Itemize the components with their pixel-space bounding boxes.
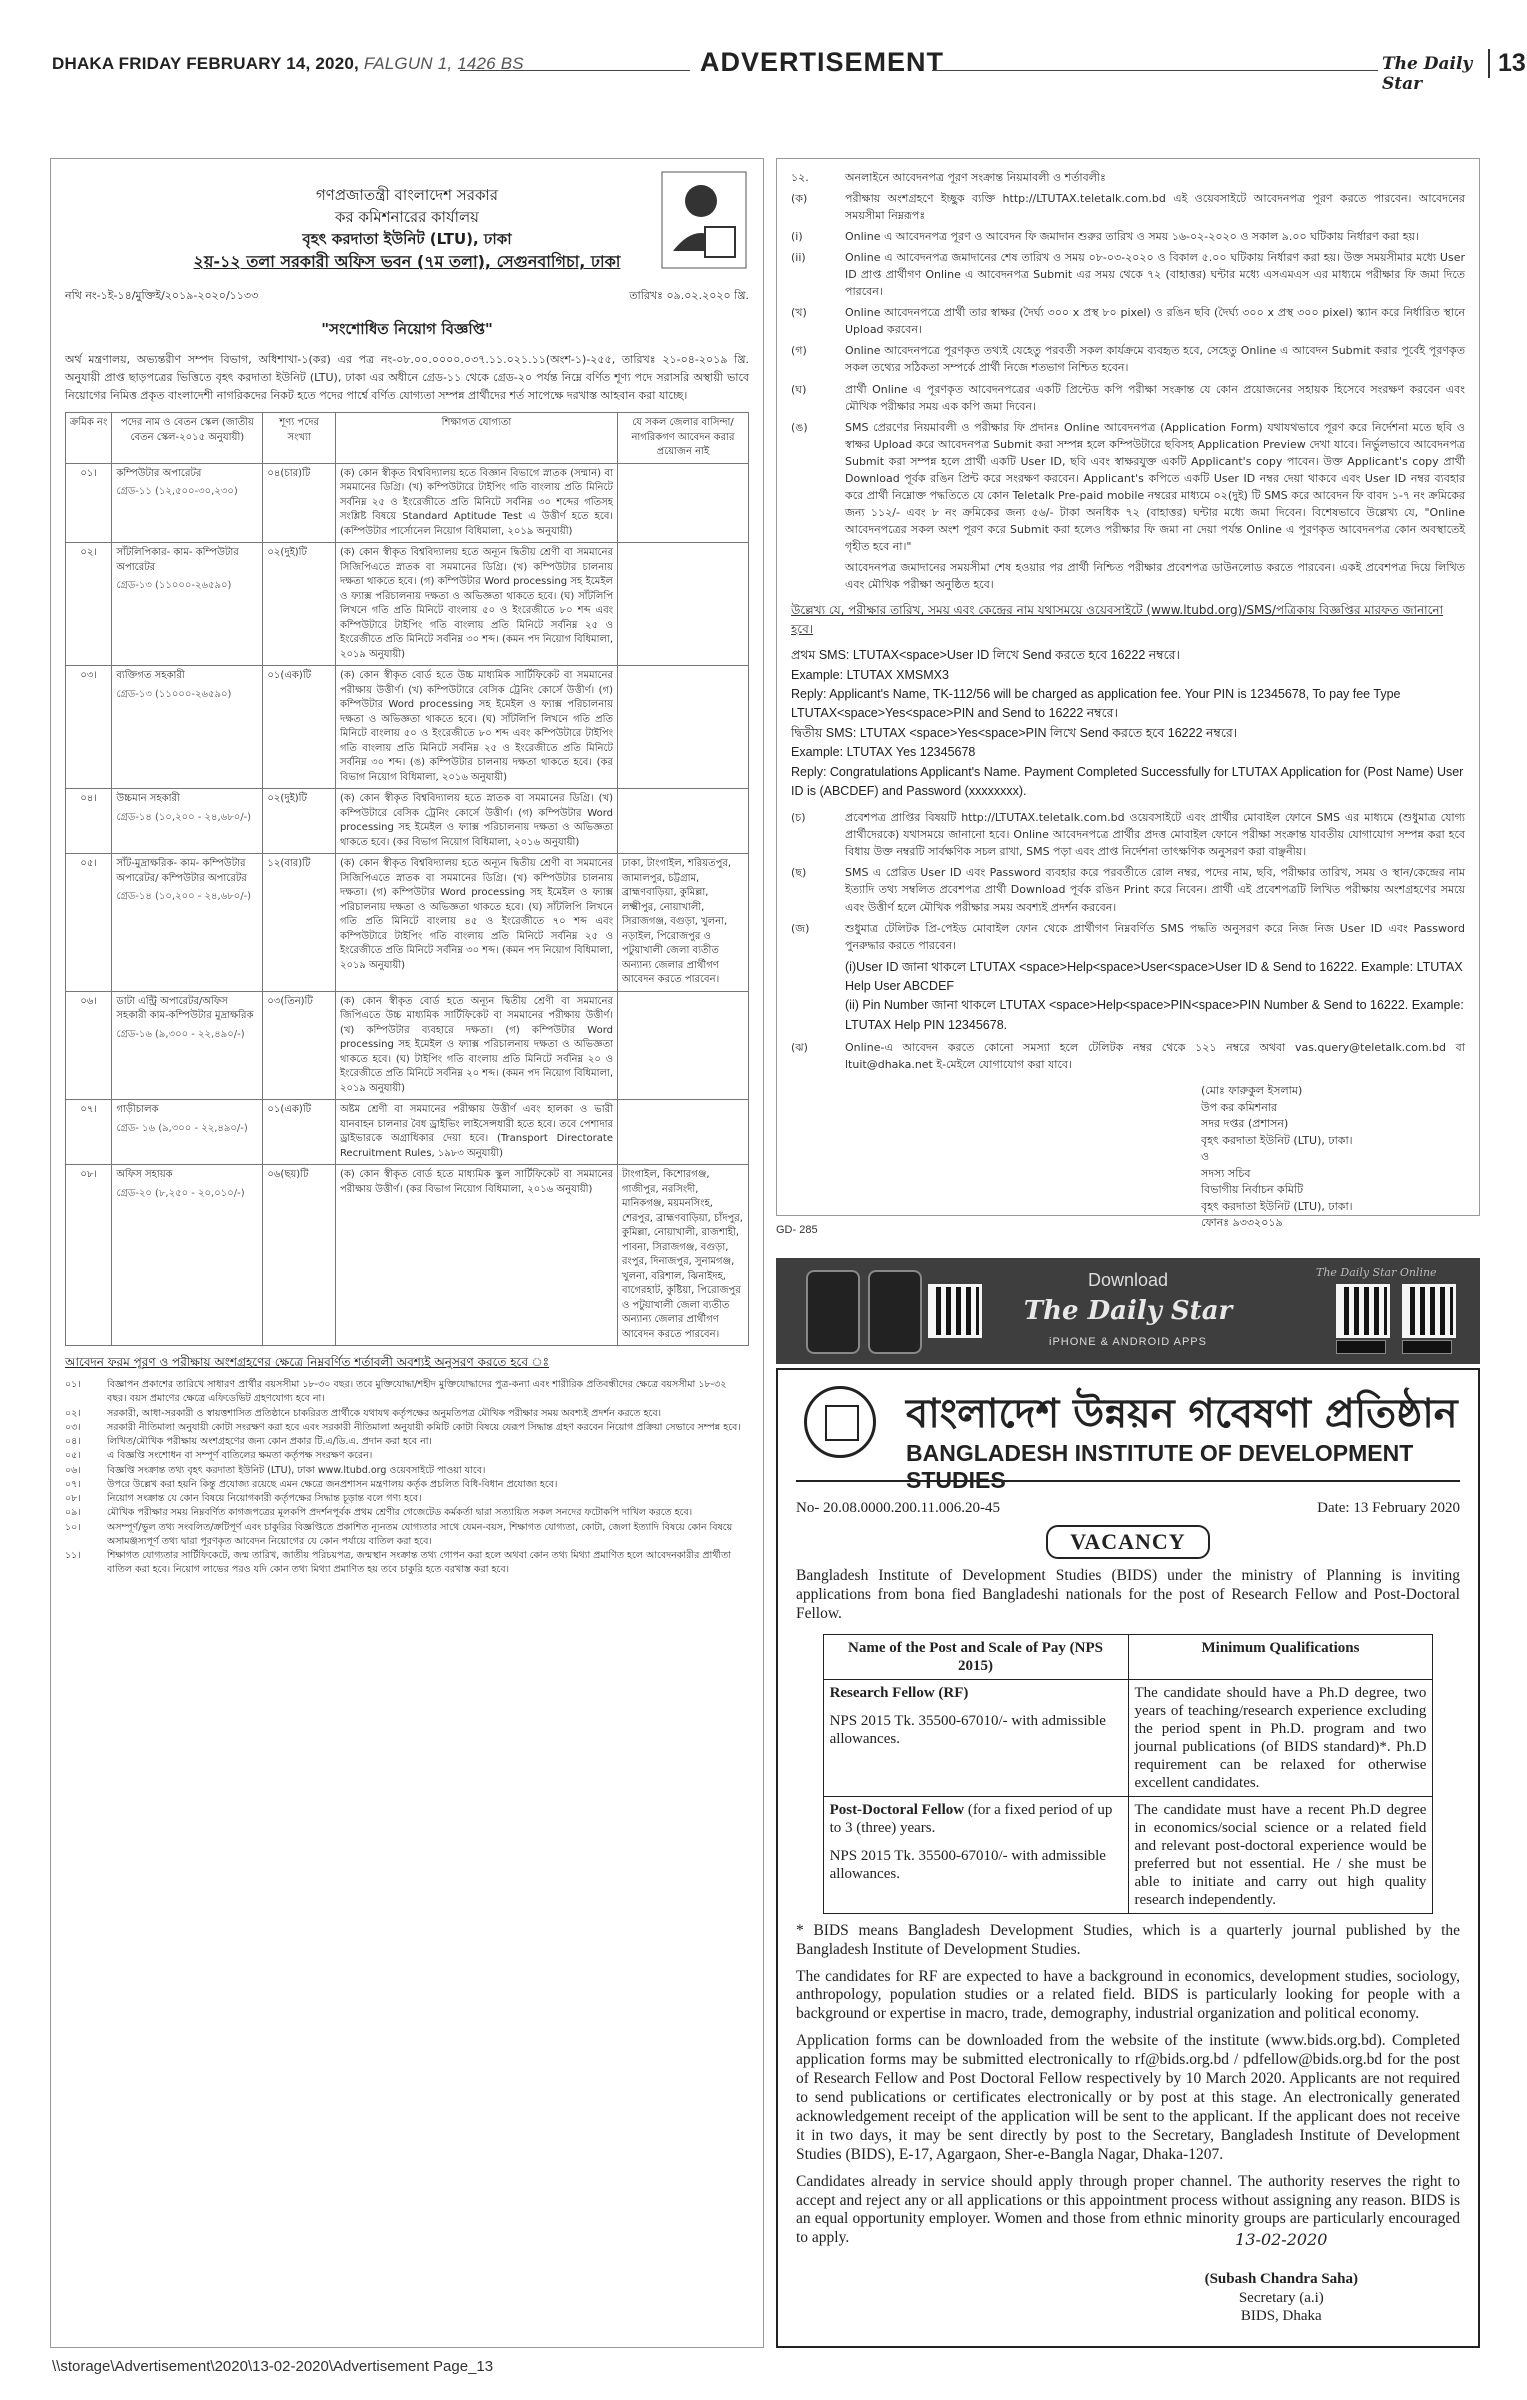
term-number: ০৬।	[65, 1464, 81, 1476]
post-cell	[112, 463, 263, 543]
bids-signature	[1205, 2230, 1358, 2326]
pay-scale: NPS 2015 Tk. 35500-67010/- with admissible allowances.	[829, 1712, 1106, 1747]
post-name: উচ্চমান সহকারী	[116, 793, 180, 805]
term-text: নিয়োগ সংক্রান্ত যে কোন বিষয়ে নিয়োগকারী কর্তৃপক্ষের সিদ্ধান্ত চূড়ান্ত বলে গণ্য হবে।	[107, 1493, 422, 1505]
serial-cell: ০৭।	[66, 1100, 112, 1165]
qualification-cell: (ক) কোন স্বীকৃত বোর্ড হতে উচ্চ মাধ্যমিক সার্টিফিকেট বা সমমানের পরীক্ষায় উত্তীর্ণ। (খ) কম্পিউটারে বেসিক ট্রেনিং কোর্সে উত্তীর্ণ। (গ) কম্পিউটার Word processing সহ ইমেইল ও ফ্যাক্স পরিচালনায় দক্ষতা ও অভিজ্ঞতা থাকতে হবে। (ঘ) সাঁটলিপি লিখনে গতি প্রতি মিনিটে বাংলায় ৫০ ও ইংরেজীতে ৮০ শব্দ এবং কম্পিউটারে টাইপিং গতি বাংলায় প্রতি মিনিটে সর্বনিম্ন ২৫ ও ইংরেজীতে প্রতি মিনিটে সর্বনিম্ন ৩০ শব্দ। (ঙ) কম্পিউটার চালনায় দক্ষতা থাকতে হবে। (কর বিভাগ নিয়োগ বিধিমালা, ২০১৬ অনুযায়ী)	[335, 666, 617, 789]
signatory-name: (Subash Chandra Saha)	[1204, 2270, 1358, 2287]
vacancy-count: ১২(বার)টি	[263, 854, 336, 992]
pay-grade: গ্রেড-১৪ (১০,২০০ - ২৪,৬৮০/-)	[116, 811, 252, 823]
list-item	[65, 1378, 749, 1407]
term-text: বিজ্ঞপ্তি সংক্রান্ত তথ্য বৃহৎ করদাতা ইউনিট (LTU), ঢাকা www.ltubd.org ওয়েবসাইটে পাওয়া যাবে।	[107, 1464, 486, 1476]
signature-line: সদস্য সচিব	[1201, 1166, 1251, 1180]
item-number: ১২.	[791, 171, 809, 184]
serial-cell: ০২।	[66, 543, 112, 666]
qualification-cell: (ক) কোন স্বীকৃত বিশ্ববিদ্যালয় হতে বিজ্ঞান বিভাগে স্নাতক (সম্মান) বা সমমানের ডিগ্রি। (খ) কম্পিউটারে টাইপিং গতি বাংলায় প্রতি মিনিটে সর্বনিম্ন ২৫ ও ইংরেজীতে প্রতি মিনিটে সর্বনিম্ন ৩০ শব্দের গতিসহ সংশ্লিষ্ট বিষয়ে Standard Aptitude Test এ উত্তীর্ণ হতে হবে। (কম্পিউটার পার্সোনেল নিয়োগ বিধিমালা, ২০১৯ অনুযায়ী)	[335, 463, 617, 543]
term-text: লিখিত/মৌখিক পরীক্ষায় অংশগ্রহণের জন্য কোন প্রকার টি.এ/ডি.এ. প্রদান করা হবে না।	[107, 1436, 432, 1448]
signatory-org: BIDS, Dhaka	[1240, 2308, 1322, 2325]
vacancy-count: ০১(এক)টি	[263, 666, 336, 789]
item-text: অনলাইনে আবেদনপত্র পূরণ সংক্রান্ত নিয়মাবলী ও শর্তাবলীঃ	[845, 171, 1106, 184]
bids-posts-body	[823, 1679, 1433, 1913]
table-row	[66, 463, 749, 543]
col-header: Name of the Post and Scale of Pay (NPS 2015)	[823, 1634, 1128, 1679]
post-cell	[112, 1165, 263, 1346]
col-header: পদের নাম ও বেতন স্কেল (জাতীয় বেতন স্কেল-২০১৫ অনুযায়ী)	[112, 413, 263, 464]
district-cell: ঢাকা, টাংগাইল, শরিয়তপুর, জামালপুর, চট্টগ্রাম, ব্রাহ্মণবাড়িয়া, কুমিল্লা, লক্ষ্মীপুর, নোয়াখালী, সিরাজগঞ্জ, বগুড়া, খুলনা, নড়াইল, পিরোজপুর ও পটুয়াখালী জেলা ব্যতীত অন্যান্য জেলার প্রার্থীগণ আবেদন করতে পারবেন।	[618, 854, 749, 992]
item-text: পরীক্ষায় অংশগ্রহণে ইচ্ছুক ব্যক্তি http://LTUTAX.teletalk.com.bd এই ওয়েবসাইটে আবেদনপত্র পূরণ করতে পারবেন। আবেদনের সময়সীমা নিম্নরূপঃ	[845, 192, 1465, 223]
govt-heading: গণপ্রজাতন্ত্রী বাংলাদেশ সরকার	[315, 186, 499, 204]
page-number: 13	[1488, 49, 1526, 78]
terms-list	[65, 1378, 749, 1578]
serial-cell: ০৪।	[66, 789, 112, 854]
posts-table	[65, 412, 749, 1346]
item-number: (চ)	[791, 811, 806, 825]
list-item	[791, 381, 1465, 415]
signature-block	[1201, 1083, 1465, 1232]
qualification-cell: The candidate must have a recent Ph.D degree in economics/social science or a related field and relevant post-doctoral experience would be preferred but not essential. He / she must be able to initiate and carry out high quality research independently.	[1128, 1796, 1433, 1913]
item-text: Online এ আবেদনপত্র জমাদানের শেষ তারিখ ও সময় ০৮-০৩-২০২০ ও বিকাল ৫.০০ ঘটিকায় নির্ধারণ করা হয়। উক্ত সময়সীমার মধ্যে User ID প্রাপ্ত প্রার্থীগণ Online এ আবেদনপত্র Submit এর সময় থেকে ৭২ (বাহাত্তর) ঘন্টার মধ্যে এসএমএস এর মাধ্যমে পরীক্ষার ফি জমা দিতে পারবেন।	[845, 251, 1465, 299]
table-row	[823, 1679, 1433, 1796]
district-cell	[618, 1100, 749, 1165]
bids-apply-paragraph: Application forms can be downloaded from the website of the institute (www.bids.org.bd). Completed application forms may be submitted electronically to rf@bids.org.bd / pdfellow@bids.org.bd for the post of Research Fellow and Post Doctoral Fellow respectively by 10 March 2020. Applicants are not required to send publications or certificates electronically or by post at this stage. An electronically generated acknowledgement receipt of the application will be sent to the applicant. If the applicant does not receive it in two days, it may be sent directly by post to the Secretary, Bangladesh Institute of Development Studies (BIDS), E-17, Agargaon, Sher-e-Bangla Nagar, Dhaka-1207.	[796, 2032, 1460, 2163]
list-item	[791, 342, 1465, 376]
post-cell	[112, 666, 263, 789]
table-row	[66, 1165, 749, 1346]
pay-grade: গ্রেড-১৬ (৯,৩০০ - ২২,৪৯০/-)	[116, 1028, 245, 1040]
apps-label: iPHONE & ANDROID APPS	[1049, 1336, 1207, 1348]
term-number: ০৯।	[65, 1507, 81, 1519]
post-name: সাঁটলিপিকার- কাম- কম্পিউটার অপারেটর	[116, 547, 239, 573]
term-text: অসম্পূর্ণ/ভুল তথ্য সংবলিত/ক্রটিপূর্ণ এবং চাকুরির বিজ্ঞপ্তিতে প্রকাশিত ন্যূনতম যোগ্যতার সাথে যেমন-বয়স, শিক্ষাগত যোগ্যতা, কোটা, জেলা ইত্যাদি বিষয়ে কোন বিষয়ে অসামঞ্জস্যপূর্ণ তথ্য দ্বারা পূরণকৃত আবেদন নিয়োগের যে কোন পর্যায়ে বাতিল করা হবে।	[107, 1521, 733, 1547]
term-text: উপরে উল্লেখ করা হয়নি কিন্তু প্রযোজ্য রয়েছে এমন ক্ষেত্রে জনপ্রশাসন মন্ত্রণালয় কর্তৃক প্রচলিত বিধি-বিধান প্রযোজ্য হবে।	[107, 1478, 558, 1490]
table-header-row	[823, 1634, 1433, 1679]
item-text: Online আবেদনপত্রে পূরণকৃত তথ্যই যেহেতু পরবর্তী সকল কার্যক্রমে ব্যবহৃত হবে, সেহেতু Online এ আবেদন Submit করার পূর্বেই পূরণকৃত সকল তথ্যের সঠিকতা সম্পর্কে প্রার্থী নিজে শতভাগ নিশ্চিত হবেন।	[845, 344, 1465, 375]
pay-grade: গ্রেড- ১৬ (৯,৩০০ - ২২,৪৯০/-)	[116, 1122, 248, 1134]
pay-grade: গ্রেড-১৪ (১০,২০০ - ২৪,৬৮০/-)	[116, 891, 252, 903]
sms-line: দ্বিতীয় SMS: LTUTAX <space>Yes<space>PIN লিখে Send করতে হবে 16222 নম্বরে।	[791, 725, 1238, 740]
term-text: সরকারী নীতিমালা অনুযায়ী কোটা সংরক্ষণ করা হবে এবং সরকারী নীতিমালা অনুযায়ী কমিটি কোটা বিষয়ে যেরূপ সিদ্ধান্ত গ্রহণ করবেন নিয়োগ প্রক্রিয়া সেভাবে সম্পন্ন হবে।	[107, 1421, 741, 1433]
signature-line: ফোনঃ ৯৩৩২০১৯	[1201, 1216, 1283, 1230]
item-number: (i)	[791, 230, 803, 244]
bids-service-paragraph: Candidates already in service should apply through proper channel. The authority reserves the right to accept and reject any or all applications or this appointment process without assigning any reason. BIDS is an equal opportunity employer. Women and those from ethnic minority groups are particularly encouraged to apply.	[796, 2172, 1460, 2247]
serial-cell: ০৬।	[66, 991, 112, 1100]
term-text: সরকারী, আধা-সরকারী ও স্বায়ত্তশাসিত প্রতিষ্ঠানে চাকরিরত প্রার্থীকে যথাযথ কর্তৃপক্ষের অনুমতিপত্র মৌখিক পরীক্ষার সময় অবশ্যই প্রদর্শন করতে হবে।	[107, 1407, 662, 1419]
list-item	[791, 249, 1465, 300]
term-text: বিজ্ঞাপন প্রকাশের তারিখে সাধারণ প্রার্থীর বয়সসীমা ১৮-৩০ বছর। তবে মুক্তিযোদ্ধা/শহীদ মুক্তিযোদ্ধাদের পুত্র-কন্যা এবং শারীরিক প্রতিবন্ধীদের ক্ষেত্রে বয়সসীমা ১৮-৩২ বছর। বয়স প্রমাণের ক্ষেত্রে এফিডেভিট গ্রহণযোগ্য হবে না।	[107, 1379, 727, 1405]
term-text: শিক্ষাগত যোগ্যতার সার্টিফিকেটে, জন্ম তারিখ, জাতীয় পরিচয়পত্র, জন্মস্থান সংক্রান্ত তথ্য গোপন করা হলে অথবা কোন তথ্য মিথ্যা প্রমাণিত হলে আবেদনকারীর প্রার্থীতা বাতিল করা হবে। নিয়োগ লাভের পরও যদি কোন তথ্য মিথ্যা প্রমাণিত হয় তবে চাকুরি হতে বরখাস্ত করা হবে।	[107, 1550, 731, 1576]
download-label: Download	[1087, 1270, 1169, 1290]
table-row	[66, 789, 749, 854]
sms-line: Reply: Applicant's Name, TK-112/56 will be charged as application fee. Your PIN is 12345678, To pay fee Type LTUTAX<space>Yes<space>PIN and Send to 16222 নম্বরে।	[791, 687, 1401, 721]
signature-date: 13-02-2020	[1235, 2229, 1328, 2249]
qualification-cell: The candidate should have a Ph.D degree, two years of teaching/research experience excluding the period spent in Ph.D. program and two journal publications (of BIDS standard)*. Ph.D requirement can be relaxed for otherwise excellent candidates.	[1128, 1679, 1433, 1796]
bids-posts-table	[823, 1634, 1434, 1914]
list-item	[65, 1521, 749, 1550]
item-text: Online এ আবেদনপত্র পূরণ ও আবেদন ফি জমাদান শুরুর তারিখ ও সময় ১৬-০২-২০২০ ও সকাল ৯.০০ ঘটিকায় নির্ধারণ করা হয়।	[845, 230, 1419, 244]
website-note: উল্লেখ্য যে, পরীক্ষার তারিখ, সময় এবং কেন্দ্রের নাম যথাসময়ে ওয়েবসাইটে (www.ltubd.org)/SMS/পত্রিকায় বিজ্ঞপ্তির মারফত জানানো হবে।	[791, 603, 1444, 636]
list-item	[65, 1478, 749, 1492]
sms-line: Example: LTUTAX XMSMX3	[791, 667, 949, 682]
list-item	[791, 304, 1465, 338]
app-store-icon[interactable]	[1336, 1340, 1386, 1354]
item-number: (ii)	[791, 251, 806, 265]
post-name: Research Fellow (RF)	[829, 1684, 969, 1701]
bids-header	[796, 1386, 1460, 1493]
item-text: SMS প্রেরণের নিয়মাবলী ও পরীক্ষার ফি প্রদানঃ Online আবেদনপত্র (Application Form) যথাযথভাবে পূরণ করে নির্দেশনা মতে ছবি ও স্বাক্ষর Upload করে আবেদনপত্র Submit করা সম্পন্ন হলে কম্পিউটারে ছবিসহ Application Preview দেখা যাবে। নির্ভুলভাবে আবেদনপত্র Submit করা সম্পন্ন হলে প্রার্থী একটি User ID, ছবি এবং স্বাক্ষরযুক্ত একটি Applicant's copy পাবেন। উক্ত Applicant's copy প্রার্থী Download পূর্বক রঙিন প্রিন্ট করে সংরক্ষণ করবেন। Applicant's কপিতে একটি User ID নম্বর দেয়া থাকবে এবং User ID নম্বর ব্যবহার করে প্রার্থী নিম্নোক্ত পদ্ধতিতে যে কোন Teletalk Pre-paid mobile নম্বরের মাধ্যমে ০২(দুই) টি SMS করে আবেদন ফি বাবদ ১-৭ নং ক্রমিকের জন্য ১১২/- এবং ৮ নং ক্রমিকের জন্য ৫৬/- টাকা অনধিক ৭২ (বাহাত্তর) ঘন্টার মধ্যে জমা দিবেন। বিশেষভাবে উল্লেখ্য যে, "Online আবেদনপত্রের সকল অংশ পূরণ করে Submit করা হলেও পরীক্ষার ফি জমা না দেয়া পর্যন্ত Online এ পূরণকৃত আবেদনপত্র কোন অবস্থাতেই গৃহীত হবে না।"	[845, 420, 1465, 553]
portrait-emblem-icon	[661, 171, 747, 269]
gd-number: GD- 285	[776, 1224, 818, 1236]
table-row	[66, 543, 749, 666]
district-cell	[618, 666, 749, 789]
recovery-instructions	[845, 958, 1465, 1036]
col-header: শূণ্য পদের সংখ্যা	[263, 413, 336, 464]
memo-number: নথি নং-১ই-১৪/মুক্তিই/২০১৯-২০২০/১১৩৩	[65, 289, 259, 303]
signature-line: (মোঃ ফারুকুল ইসলাম)	[1201, 1084, 1303, 1098]
list-item	[65, 1506, 749, 1520]
item-number: (গ)	[791, 344, 807, 358]
list-item	[65, 1549, 749, 1578]
post-name: গাড়ীচালক	[116, 1104, 159, 1116]
vacancy-count: ০৩(তিন)টি	[263, 991, 336, 1100]
terms-title: আবেদন ফরম পূরণ ও পরীক্ষায় অংশগ্রহণের ক্ষেত্রে নিম্নবর্ণিত শর্তাবলী অবশ্যই অনুসরণ করতে হবে ঃ	[65, 1355, 549, 1370]
term-number: ১০।	[65, 1521, 81, 1533]
item-text: Online আবেদনপত্রে প্রার্থী তার স্বাক্ষর (দৈর্ঘ্য ৩০০ x প্রস্থ ৮০ pixel) ও রঙিন ছবি (দৈর্ঘ্য ৩০০ x প্রস্থ ৩০০ pixel) স্ক্যান করে নির্ধারিত স্থানে Upload করবেন।	[845, 306, 1465, 337]
qualification-cell: (ক) কোন স্বীকৃত বিশ্ববিদ্যালয় হতে স্নাতক বা সমমানের ডিগ্রি। (খ) কম্পিউটারে বেসিক ট্রেনিং কোর্সে উত্তীর্ণ। (গ) কম্পিউটার Word processing সহ ইমেইল ও ফ্যাক্স পরিচালনায় দক্ষতা ও অভিজ্ঞতা থাকতে হবে। (কর বিভাগ নিয়োগ বিধিমালা, ২০১৬ অনুযায়ী)	[335, 789, 617, 854]
signature-line: উপ কর কমিশনার	[1201, 1100, 1278, 1114]
item-number: (জ)	[791, 921, 810, 935]
bids-intro: Bangladesh Institute of Development Studies (BIDS) under the ministry of Planning is inviting applications from bona fied Bangladeshi nationals for the post of Research Fellow and Post-Doctoral Fellow.	[796, 1567, 1460, 1622]
qualification-cell: (ক) কোন স্বীকৃত বিশ্ববিদ্যালয় হতে অন্যূন দ্বিতীয় শ্রেণী বা সমমানের সিজিপিএতে স্নাতক বা সমমানের ডিগ্রি। (খ) কম্পিউটার চালনায় দক্ষতা। (গ) কম্পিউটার Word processing সহ ইমেইল ও ফ্যাক্স পরিচালনায় দক্ষতা ও অভিজ্ঞতা থাকতে হবে। (ঘ) সাঁটলিপি লিখনে গতি প্রতি মিনিটে বাংলায় ৪৫ ও ইংরেজীতে ৭০ শব্দ এবং কম্পিউটারে টাইপিং গতি বাংলায় প্রতি মিনিটে সর্বনিম্ন ২৫ ও ইংরেজীতে প্রতি মিনিটে সর্বনিম্ন ৩০ শব্দ। (কমন পদ নিয়োগ বিধিমালা, ২০১৯ অনুযায়ী)	[335, 854, 617, 992]
qualification-cell: (ক) কোন স্বীকৃত বোর্ড হতে মাধ্যমিক স্কুল সার্টিফিকেট বা সমমানের পরীক্ষায় উত্তীর্ণ। (কর বিভাগ নিয়োগ বিধিমালা, ২০১৬ অনুযায়ী)	[335, 1165, 617, 1346]
admit-note: আবেদনপত্র জমাদানের সময়সীমা শেষ হওয়ার পর প্রার্থী নিশ্চিত পরীক্ষার প্রবেশপত্র ডাউনলোড করতে পারবেন। একই প্রবেশপত্র দিয়ে লিখিত এবং মৌখিক পরীক্ষা অনুষ্ঠিত হবে।	[845, 560, 1465, 592]
table-row	[66, 666, 749, 789]
list-item	[65, 1464, 749, 1478]
unit-heading: বৃহৎ করদাতা ইউনিট (LTU), ঢাকা	[302, 229, 512, 248]
play-store-icon[interactable]	[1402, 1340, 1452, 1354]
signature-line: বিভাগীয় নির্বাচন কমিটি	[1201, 1183, 1304, 1197]
post-name: ডাটা এন্ট্রি অপারেটর/অফিস সহকারী কাম-কম্পিউটার মুদ্রাক্ষরিক	[116, 995, 254, 1022]
vacancy-count: ০২(দুই)টি	[263, 789, 336, 854]
post-name: Post-Doctoral Fellow	[829, 1801, 965, 1818]
district-cell	[618, 463, 749, 543]
pay-grade: গ্রেড-১৩ (১১০০০-২৬৫৯০)	[116, 688, 232, 700]
post-cell	[112, 854, 263, 992]
list-item	[791, 864, 1465, 915]
list-item	[791, 228, 1465, 245]
list-item	[65, 1421, 749, 1435]
pay-scale: NPS 2015 Tk. 35500-67010/- with admissible allowances.	[829, 1847, 1106, 1882]
col-header: Minimum Qualifications	[1128, 1634, 1433, 1679]
signature-line: বৃহৎ করদাতা ইউনিট (LTU), ঢাকা।	[1201, 1133, 1353, 1147]
pay-grade: গ্রেড-২০ (৮,২৫০ - ২০,০১০/-)	[116, 1187, 245, 1199]
term-text: এ বিজ্ঞপ্তি সংশোধন বা সম্পূর্ণ বাতিলের ক্ষমতা কর্তৃপক্ষ সংরক্ষণ করেন।	[107, 1450, 373, 1462]
district-cell	[618, 543, 749, 666]
recovery-line: (ii) Pin Number জানা থাকলে LTUTAX <space>Help<space>PIN<space>PIN Number & Send to 16222. Example: LTUTAX Help PIN 12345678.	[845, 998, 1464, 1032]
address-heading: ২য়-১২ তলা সরকারী অফিস ভবন (৭ম তলা), সেগুনবাগিচা, ঢাকা	[193, 252, 621, 272]
ltu-recruitment-ad	[50, 158, 764, 2348]
item-number: (খ)	[791, 306, 807, 320]
reference-number: No- 20.08.0000.200.11.006.20-45	[796, 1500, 1001, 1516]
masthead	[52, 47, 1526, 94]
term-number: ০৭।	[65, 1478, 81, 1490]
list-item	[791, 419, 1465, 555]
app-download-banner[interactable]	[776, 1258, 1480, 1364]
pay-grade: গ্রেড-১১ (১২,৫০০-৩০,২৩০)	[116, 486, 238, 498]
bids-footnote: * BIDS means Bangladesh Development Studies, which is a quarterly journal published by the Bangladesh Institute of Development Studies.	[796, 1921, 1460, 1958]
list-item: (ঝ) Online-এ আবেদন করতে কোনো সমস্যা হলে টেলিটক নম্বর থেকে ১২১ নম্বরে অথবা vas.query@teletalk.com.bd বা ltuit@dhaka.net ই-মেইলে যোগাযোগ করা যাবে।	[791, 1039, 1465, 1073]
sms-line: Reply: Congratulations Applicant's Name. Payment Completed Successfully for LTUTAX Application for (Post Name) User ID is (ABCDEF) and Password (xxxxxxxx).	[791, 764, 1464, 798]
memo-date: তারিখঃ ০৯.০২.২০২০ খ্রি.	[629, 289, 749, 303]
masthead-rule	[460, 70, 690, 71]
ad-date: Date: 13 February 2020	[1317, 1500, 1460, 1516]
post-cell	[112, 789, 263, 854]
section-title: ADVERTISEMENT	[700, 47, 945, 77]
signature-line: বৃহৎ করদাতা ইউনিট (LTU), ঢাকা।	[1201, 1199, 1353, 1213]
qualification-cell: অষ্টম শ্রেণী বা সমমানের পরীক্ষায় উত্তীর্ণ এবং হালকা ও ভারী যানবাহন চালনার বৈধ ড্রাইভিং লাইসেন্সধারী হতে হবে। তবে পেশাদার ড্রাইভারকে অগ্রাধিকার দেয়া হবে। (Transport Directorate Recruitment Rules, ১৯৮৩ অনুযায়ী)	[335, 1100, 617, 1165]
post-cell	[112, 1100, 263, 1165]
bids-vacancy-ad	[776, 1368, 1480, 2348]
qualification-cell: (ক) কোন স্বীকৃত বোর্ড হতে অন্যূন দ্বিতীয় শ্রেণী বা সমমানের জিপিএতে উচ্চ মাধ্যমিক সার্টিফিকেট বা সমমানের পরীক্ষায় উত্তীর্ণ। (খ) কম্পিউটার ব্যবহারে দক্ষতা। (গ) কম্পিউটার Word processing সহ ইমেইল ও ফ্যাক্স পরিচালনায় দক্ষতা ও অভিজ্ঞতা থাকতে হবে। (ঘ) টাইপিং গতি বাংলায় প্রতি মিনিটে সর্বনিম্ন ২০ ও ইংরেজীতে প্রতি মিনিটে সর্বনিম্ন ২০ শব্দ। (কমন পদ নিয়োগ বিধিমালা, ২০১৯ অনুযায়ী)	[335, 991, 617, 1100]
vacancy-count: ০১(এক)টি	[263, 1100, 336, 1165]
item-text: শুধুমাত্র টেলিটক প্রি-পেইড মোবাইল ফোন থেকে প্রার্থীগণ নিম্নবর্ণিত SMS পদ্ধতি অনুসরণ করে নিজ নিজ User ID এবং Password পুনরুদ্ধার করতে পারবেন।	[845, 921, 1465, 952]
post-cell	[112, 543, 263, 666]
post-name: কম্পিউটার অপারেটর	[116, 467, 202, 479]
notice-intro: অর্থ মন্ত্রণালয়, অভ্যন্তরীণ সম্পদ বিভাগ, অধিশাখা-১(কর) এর পত্র নং-০৮.০০.০০০০.০৩৭.১১.০২১.১১(অংশ-১)-২৫৫, তারিখঃ ২১-০৪-২০১৯ খ্রি. অনুযায়ী প্রাপ্ত ছাড়পত্রের ভিত্তিতে বৃহৎ করদাতা ইউনিট (LTU), ঢাকা এর অধীনে গ্রেড-১১ থেকে গ্রেড-২০ পর্যন্ত নিম্নে বর্ণিত শূণ্য পদে সরাসরি অস্থায়ী ভাবে নিয়োগের নিমিত্ত প্রকৃত বাংলাদেশী নাগরিকদের নিকট হতে পদের পার্শ্বে বর্ণিত যোগ্যতা সম্পন্ন প্রার্থীদের শর্ত সাপেক্ষে দরখাস্ত আহবান করা যাচ্ছে।	[65, 353, 749, 402]
post-cell	[823, 1679, 1128, 1796]
item-number: (ঘ)	[791, 382, 807, 396]
table-row	[66, 1100, 749, 1165]
list-item	[791, 190, 1465, 224]
serial-cell: ০৩।	[66, 666, 112, 789]
vacancy-count: ০২(দুই)টি	[263, 543, 336, 666]
list-item	[65, 1435, 749, 1449]
bids-name-english: BANGLADESH INSTITUTE OF DEVELOPMENT STUDIES	[906, 1440, 1414, 1493]
instruction-list	[791, 169, 1465, 555]
brand-logo: The Daily Star	[1023, 1296, 1233, 1326]
list-item	[791, 809, 1465, 860]
signatory-title: Secretary (a.i)	[1238, 2289, 1324, 2306]
bids-seal-icon	[804, 1386, 876, 1458]
helpline-text: Online-এ আবেদন করতে কোনো সমস্যা হলে টেলিটক নম্বর থেকে ১২১ নম্বরে অথবা vas.query@teletalk.com.bd বা ltuit@dhaka.net ই-মেইলে যোগাযোগ করা যাবে।	[845, 1041, 1465, 1072]
list-item	[65, 1492, 749, 1506]
post-name: সাঁট-মুদ্রাক্ষরিক- কাম- কম্পিউটার অপারেটর/ কম্পিউটার অপারেটর	[116, 858, 247, 884]
vacancy-count: ০৬(ছয়)টি	[263, 1165, 336, 1346]
serial-cell: ০৫।	[66, 854, 112, 992]
recovery-line: (i)User ID জানা থাকলে LTUTAX <space>Help<space>User<space>User ID & Send to 16222. Example: LTUTAX Help User ABCDEF	[845, 959, 1463, 994]
item-text: প্রার্থী Online এ পূরণকৃত আবেদনপত্রের একটি প্রিন্টেড কপি পরীক্ষা সংক্রান্ত যে কোন প্রয়োজনের সহায়ক হিসেবে সংরক্ষণ করবেন এবং মৌখিক পরীক্ষার সময় এক কপি জমা দিবেন।	[845, 382, 1465, 413]
bids-name-bangla: বাংলাদেশ উন্নয়ন গবেষণা প্রতিষ্ঠান	[906, 1391, 1458, 1437]
notice-title: "সংশোধিত নিয়োগ বিজ্ঞপ্তি"	[321, 320, 493, 339]
qr-code-icon	[1336, 1284, 1390, 1338]
post-period: (for a fixed period of up to 3 (three) years.	[829, 1801, 1113, 1836]
serial-cell: ০১।	[66, 463, 112, 543]
vacancy-badge: VACANCY	[796, 1525, 1460, 1559]
district-cell	[618, 991, 749, 1100]
col-header: শিক্ষাগত যোগ্যতা	[335, 413, 617, 464]
district-cell: টাংগাইল, কিশোরগঞ্জ, গাজীপুর, নরসিংদী, মানিকগঞ্জ, ময়মনসিংহ, শেরপুর, ব্রাহ্মণবাড়িয়া, চাঁদপুর, কুমিল্লা, নোয়াখালী, রাজশাহী, পাবনা, সিরাজগঞ্জ, বগুড়া, রংপুর, দিনাজপুর, সুনামগঞ্জ, খুলনা, বরিশাল, ঝিনাইদহ, বাগেরহাট, কুষ্টিয়া, পিরোজপুর ও পটুয়াখালী জেলা ব্যতীত অন্যান্য জেলার প্রার্থীগণ আবেদন করতে পারবেন।	[618, 1165, 749, 1346]
list-item	[791, 920, 1465, 954]
col-header: যে সকল জেলার বাসিন্দা/নাগরিকগণ আবেদন করার প্রয়োজন নাই	[618, 413, 749, 464]
bids-meta	[796, 1500, 1460, 1517]
col-header: ক্রমিক নং	[66, 413, 112, 464]
sms-line: প্রথম SMS: LTUTAX<space>User ID লিখে Send করতে হবে 16222 নম্বরে।	[791, 648, 1180, 663]
online-label: The Daily Star Online	[1316, 1266, 1437, 1279]
vacancy-count: ০৪(চার)টি	[263, 463, 336, 543]
term-number: ০৪।	[65, 1436, 81, 1448]
post-cell	[112, 991, 263, 1100]
instruction-list	[791, 809, 1465, 953]
bangla-date: FALGUN 1, 1426 BS	[363, 54, 524, 73]
item-number: (ছ)	[791, 866, 807, 880]
table-row	[66, 991, 749, 1100]
term-number: ০৮।	[65, 1493, 81, 1505]
signature-line: ও	[1201, 1150, 1210, 1164]
qr-code-icon	[1402, 1284, 1456, 1338]
bids-candidates-paragraph: The candidates for RF are expected to have a background in economics, development studies, sociology, anthropology, population studies or a related field. BIDS is particularly looking for people with a background or expertise in macro, trade, demography, industrial organization and political economy.	[796, 1967, 1460, 2023]
item-number: (ক)	[791, 192, 808, 206]
qualification-cell: (ক) কোন স্বীকৃত বিশ্ববিদ্যালয় হতে অন্যূন দ্বিতীয় শ্রেণী বা সমমানের সিজিপিএতে স্নাতক বা সমমানের ডিগ্রি। (খ) কম্পিউটার চালনায় দক্ষতা থাকতে হবে। (গ) কম্পিউটার Word processing সহ ইমেইল ও ফ্যাক্স পরিচালনায় দক্ষতা ও অভিজ্ঞতা থাকতে হবে। (ঘ) সাঁটলিপি লিখনে গতি প্রতি মিনিটে বাংলায় ৫০ ও ইংরেজীতে ৮০ শব্দ এবং কম্পিউটারে টাইপিং গতি বাংলায় প্রতি মিনিটে সর্বনিম্ন ২৫ ও ইংরেজীতে প্রতি মিনিটে সর্বনিম্ন ৩০ শব্দ। (কমন পদ নিয়োগ বিধিমালা, ২০১৯ অনুযায়ী)	[335, 543, 617, 666]
post-name: ব্যক্তিগত সহকারী	[116, 670, 185, 682]
posts-table-body	[66, 463, 749, 1346]
office-heading: কর কমিশনারের কার্যালয়	[335, 207, 479, 226]
list-item	[65, 1449, 749, 1463]
term-number: ০৩।	[65, 1421, 81, 1433]
table-row	[823, 1796, 1433, 1913]
term-number: ০২।	[65, 1407, 81, 1419]
item-number: (ঙ)	[791, 420, 808, 434]
table-row	[66, 854, 749, 992]
term-number: ০১।	[65, 1379, 81, 1391]
file-path-footer: \\storage\Advertisement\2020\13-02-2020\Advertisement Page_13	[52, 2358, 494, 2375]
district-cell	[618, 789, 749, 854]
masthead-rule	[932, 70, 1378, 71]
notice-header	[65, 185, 749, 273]
signature-line: সদর দপ্তর (প্রশাসন)	[1201, 1117, 1289, 1131]
term-number: ০৫।	[65, 1450, 81, 1462]
term-text: মৌখিক পরীক্ষার সময় নিম্নবর্ণিত কাগজপত্রের মূলকপি প্রদর্শনপূর্বক প্রথম শ্রেণীর গেজেটেড কর্মকর্তা দ্বারা সত্যায়িত সকল সনদের ফটোকপি দাখিল করতে হবে।	[107, 1507, 693, 1519]
post-cell	[823, 1796, 1128, 1913]
sms-line: Example: LTUTAX Yes 12345678	[791, 745, 976, 760]
sms-instructions	[791, 646, 1465, 801]
paper-logo: The Daily Star	[1382, 54, 1473, 94]
list-item	[65, 1407, 749, 1421]
post-name: অফিস সহায়ক	[116, 1169, 173, 1181]
term-number: ১১।	[65, 1550, 81, 1562]
pay-grade: গ্রেড-১৩ (১১০০০-২৬৫৯০)	[116, 580, 232, 592]
dateline: DHAKA FRIDAY FEBRUARY 14, 2020, FALGUN 1, 1426 BS	[52, 54, 524, 73]
list-item	[791, 169, 1465, 186]
list-item	[791, 559, 1465, 593]
item-text: SMS এ প্রেরিত User ID এবং Password ব্যবহার করে পরবর্তীতে রোল নম্বর, পদের নাম, ছবি, পরীক্ষার তারিখ, সময় ও স্থান/কেন্দ্রের নাম ইত্যাদি তথ্য সম্বলিত প্রবেশপত্র প্রার্থী Download পূর্বক রঙিন Print করে নিবেন। প্রার্থী এই প্রবেশপত্রটি লিখিত পরীক্ষায় অংশগ্রহণের সময়ে এবং উত্তীর্ণ হলে মৌখিক পরীক্ষার সময় অবশ্যই প্রদর্শন করবেন।	[845, 866, 1465, 914]
memo-line	[65, 287, 749, 306]
item-text: প্রবেশপত্র প্রাপ্তির বিষয়টি http://LTUTAX.teletalk.com.bd ওয়েবসাইটে এবং প্রার্থীর মোবাইল ফোনে SMS এর মাধ্যমে (শুধুমাত্র যোগ্য প্রার্থীদেরকে) যথাসময়ে জানানো হবে। Online আবেদনপত্রে প্রার্থীর প্রদত্ত মোবাইল ফোনে পরীক্ষা সংক্রান্ত যাবতীয় যোগাযোগ সম্পন্ন করা হবে বিধায় উক্ত নম্বরটি সার্বক্ষণিক সচল রাখা, SMS পড়া এবং প্রাপ্ত নির্দেশনা তাৎক্ষণিক অনুসরণ করা বাঞ্ছনীয়।	[845, 811, 1465, 859]
table-header-row	[66, 413, 749, 464]
serial-cell: ০৮।	[66, 1165, 112, 1346]
